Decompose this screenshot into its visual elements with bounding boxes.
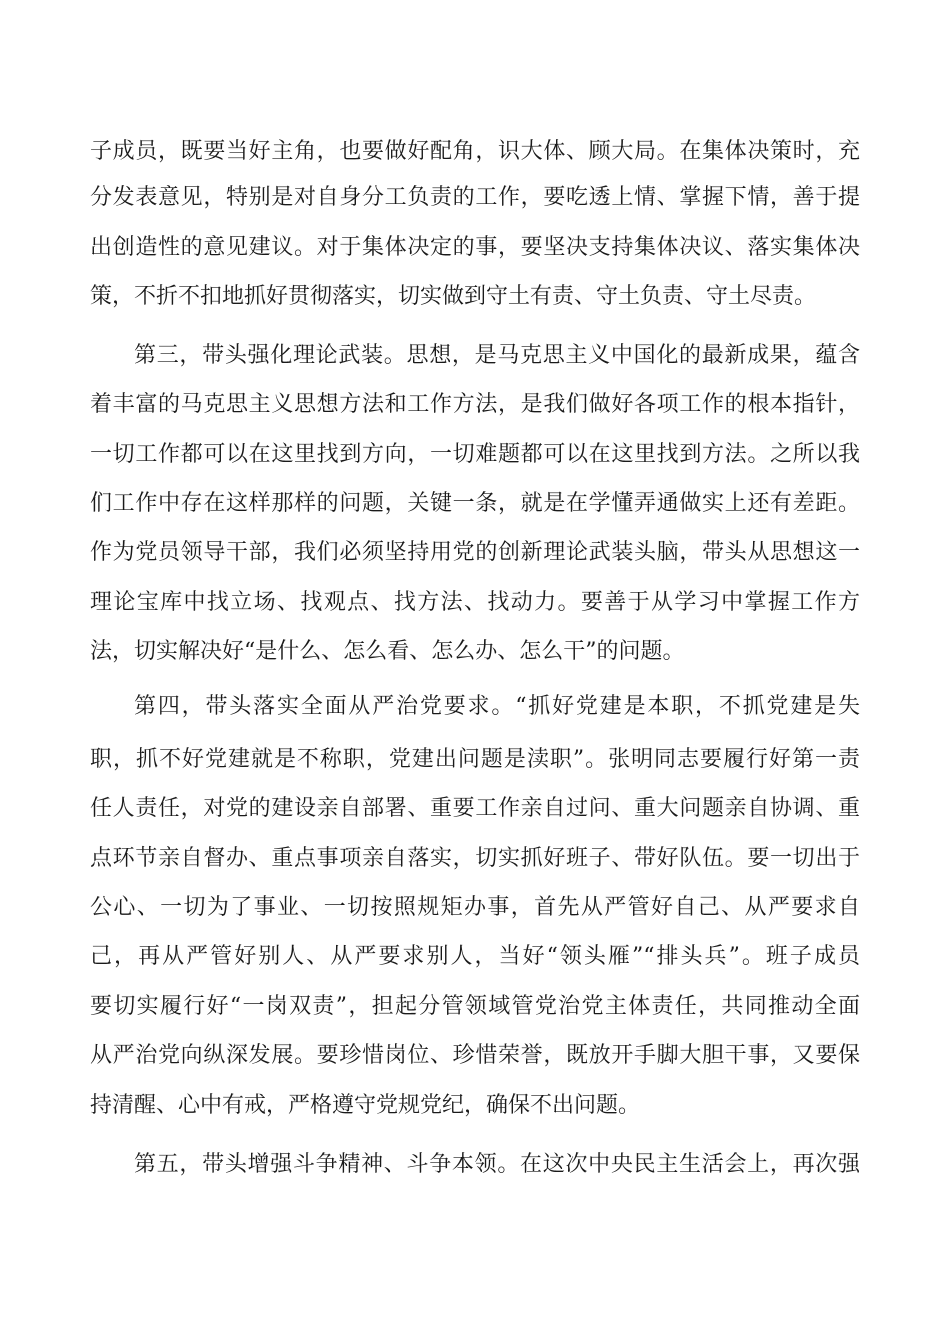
text-line: 理论宝库中找立场、找观点、找方法、找动力。要善于从学习中掌握工作方 xyxy=(90,590,860,615)
text-line: 们工作中存在这样那样的问题，关键一条，就是在学懂弄通做实上还有差距。 xyxy=(90,491,860,516)
paragraph-start-line: 第五，带头增强斗争精神、斗争本领。在这次中央民主生活会上，再次强 xyxy=(134,1152,860,1177)
text-line: 公心、一切为了事业、一切按照规矩办事，首先从严管好自己、从严要求自 xyxy=(90,895,860,920)
text-line: 出创造性的意见建议。对于集体决定的事，要坚决支持集体决议、落实集体决 xyxy=(90,235,860,260)
text-line: 点环节亲自督办、重点事项亲自落实，切实抓好班子、带好队伍。要一切出于 xyxy=(90,846,860,871)
text-line: 分发表意见，特别是对自身分工负责的工作，要吃透上情、掌握下情，善于提 xyxy=(90,185,860,210)
text-line: 任人责任，对党的建设亲自部署、重要工作亲自过问、重大问题亲自协调、重 xyxy=(90,796,860,821)
text-line: 作为党员领导干部，我们必须坚持用党的创新理论武装头脑，带头从思想这一 xyxy=(90,540,860,565)
text-line: 着丰富的马克思主义思想方法和工作方法，是我们做好各项工作的根本指针， xyxy=(90,392,860,417)
text-line: 从严治党向纵深发展。要珍惜岗位、珍惜荣誉，既放开手脚大胆干事，又要保 xyxy=(90,1043,860,1068)
text-line: 子成员，既要当好主角，也要做好配角，识大体、顾大局。在集体决策时，充 xyxy=(90,139,860,164)
text-line: 要切实履行好“一岗双责”，担起分管领域管党治党主体责任，共同推动全面 xyxy=(90,994,860,1019)
text-line: 法，切实解决好“是什么、怎么看、怎么办、怎么干”的问题。 xyxy=(90,639,685,664)
text-line: 持清醒、心中有戒，严格遵守党规党纪，确保不出问题。 xyxy=(90,1093,641,1118)
paragraph-start-line: 第四，带头落实全面从严治党要求。“抓好党建是本职，不抓党建是失 xyxy=(134,694,860,719)
text-line: 职，抓不好党建就是不称职，党建出问题是渎职”。张明同志要履行好第一责 xyxy=(90,747,860,772)
text-line: 一切工作都可以在这里找到方向，一切难题都可以在这里找到方法。之所以我 xyxy=(90,442,860,467)
paragraph-start-line: 第三，带头强化理论武装。思想，是马克思主义中国化的最新成果，蕴含 xyxy=(134,343,860,368)
text-line: 策，不折不扣地抓好贯彻落实，切实做到守土有责、守土负责、守土尽责。 xyxy=(90,284,817,309)
text-line: 己，再从严管好别人、从严要求别人，当好“领头雁”“排头兵”。班子成员 xyxy=(90,944,860,969)
